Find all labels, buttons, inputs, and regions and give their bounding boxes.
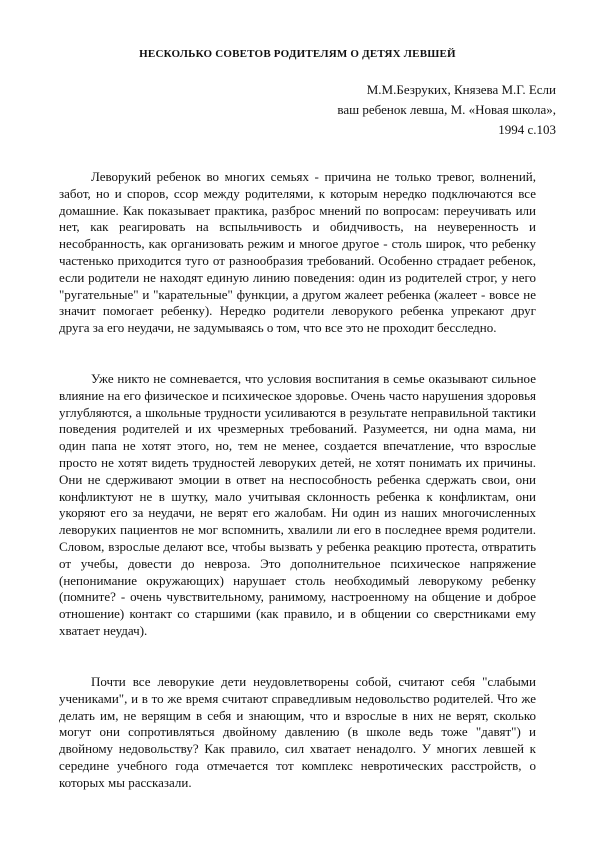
citation-line-authors: М.М.Безруких, Князева М.Г. Если [366, 82, 556, 97]
paragraph-2: Уже никто не сомневается, что условия воспитания в семье оказывают сильное влияние на его физическое и психическое здоровье. Очень часто нарушения здоровья углубляются, а школьные трудности усиливаются в результате неправильной тактики поведения родителей и их чрезмерных требований. Разумеется, ни одна мама, ни один папа не хотят этого, но, тем не менее, создается впечатление, что взрослые просто не хотят видеть трудностей леворуких детей, не хотят понимать их причины. Они не сдерживают эмоции в ответ на неспособность ребенка сдержать свои, они конфликтуют не в шутку, мало учитывая склонность ребенка к конфликтам, они укоряют его за неудачи, не верят его жалобам. Ни один из наших многочисленных леворуких пациентов не мог вспомнить, хвалили ли его в последнее время родители. Словом, взрослые делают все, чтобы вызвать у ребенка реакцию протеста, отвратить от учебы, довести до невроза. Это дополнительное психическое напряжение (непонимание окружающих) нарушает столь необходимый леворукому ребенку (помните? - очень чувствительному, ранимому, настроенному на общение и доброе отношение) контакт со старшими (как правило, и в общении со сверстниками ему хватает неудач). [59, 371, 536, 638]
paragraph-1: Леворукий ребенок во многих семьях - причина не только тревог, волнений, забот, но и споров, ссор между родителями, к которым нередко подключаются все домашние. Как показывает практика, разброс мнений по вопросам: переучивать или нет, как реагировать на вспыльчивость и обидчивость, на неуверенность и несобранность, как организовать режим и многое другое - столь широк, что ребенку частенько приходится туго от разнообразия требований. Особенно страдает ребенок, если родители не находят единую линию поведения: один из родителей строг, у него "ругательные" и "карательные" функции, а другом жалеет ребенка (жалеет - вовсе не значит помогает ребенку). Нередко родители леворукого ребенка упрекают друг друга за его неудачи, не задумываясь о том, что все это не проходит бесследно. [59, 169, 536, 336]
citation-line-source: ваш ребенок левша, М. «Новая школа», [337, 102, 556, 117]
document-title: НЕСКОЛЬКО СОВЕТОВ РОДИТЕЛЯМ О ДЕТЯХ ЛЕВШЕЙ [139, 48, 456, 60]
paragraph-3: Почти все леворукие дети неудовлетворены собой, считают себя "слабыми учениками", и в то же время считают справедливым недовольство родителей. Что же делать им, не верящим в себя и знающим, что и взрослые в них не верят, сколько могут они сопротивляться двойному давлению (в школе ведь тоже "давят") и двойному недовольству? Как правило, сил хватает ненадолго. У многих левшей к середине учебного года отмечается тот комплекс невротических расстройств, о которых мы рассказали. [59, 674, 536, 790]
citation-line-year-page: 1994 с.103 [498, 122, 556, 137]
citation [296, 80, 556, 140]
